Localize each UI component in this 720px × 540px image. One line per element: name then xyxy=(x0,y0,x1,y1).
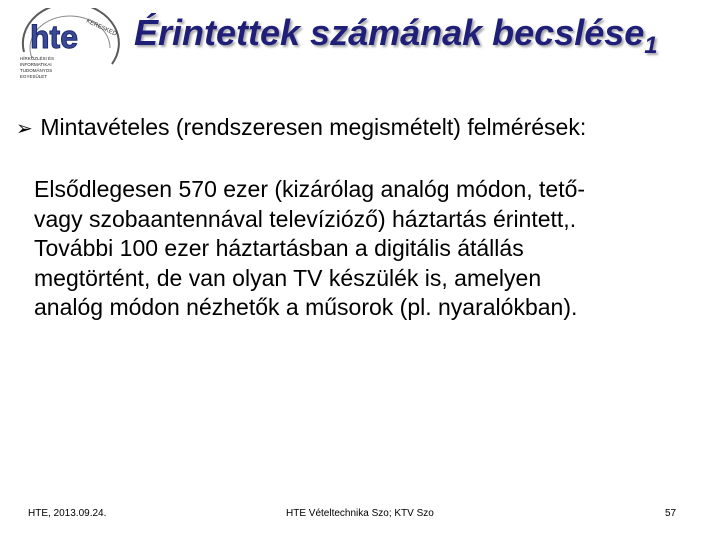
logo-line-4: EGYESÜLET xyxy=(20,74,48,79)
paragraph-line: Elsődlegesen 570 ezer (kizárólag analóg módon, tető- xyxy=(34,176,586,202)
paragraph-line: További 100 ezer háztartásban a digitális átállás xyxy=(34,235,524,261)
slide-title-subscript: 1 xyxy=(644,32,658,59)
logo-line-3: TUDOMÁNYOS xyxy=(20,68,53,73)
body-paragraph xyxy=(34,175,714,323)
footer-center-text: HTE Vételtechnika Szo; KTV Szo xyxy=(286,508,434,519)
logo-line-1: HÍRKÖZLÉSI ÉS xyxy=(20,56,55,61)
logo-line-2: INFORMATIKAI xyxy=(20,62,52,67)
hte-logo xyxy=(14,8,126,96)
footer-page-number: 57 xyxy=(665,508,677,519)
paragraph-line: megtörtént, de van olyan TV készülék is, amelyen xyxy=(34,264,542,291)
footer-date: HTE, 2013.09.24. xyxy=(28,508,107,519)
hte-logo-graphic xyxy=(14,8,126,96)
paragraph-line: analóg módon nézhetők a műsorok (pl. nyaralókban). xyxy=(34,294,578,320)
logo-arc-text: KERESKED xyxy=(85,18,118,38)
paragraph-line: vagy szobaantennával televízióző) háztartás érintett,. xyxy=(34,205,577,232)
bullet-text: Mintavételes (rendszeresen megismételt) felmérések: xyxy=(40,114,587,140)
logo-letters: hte xyxy=(30,19,78,55)
arrow-bullet-icon: ➢ xyxy=(16,118,33,140)
slide-title-text: Érintettek számának becslése xyxy=(134,12,645,53)
bullet-item xyxy=(16,114,586,141)
slide-title xyxy=(134,12,714,72)
